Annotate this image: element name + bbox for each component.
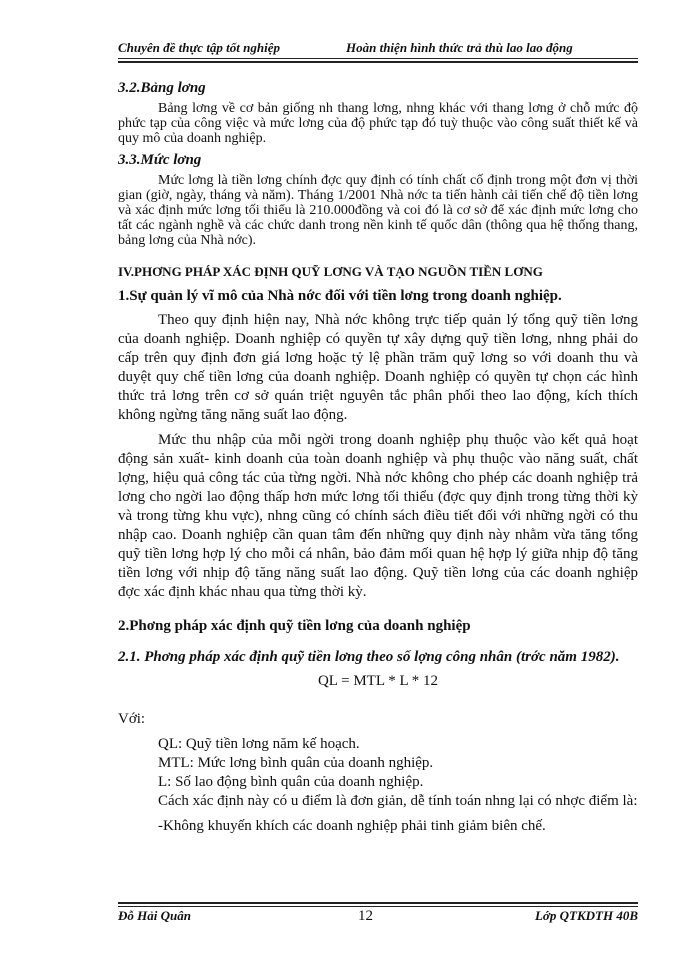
heading-3-3: 3.3.Mức lơng (118, 152, 202, 168)
paragraph-3-2: Bảng lơng về cơ bản giống nh thang lơng, nhng khác với thang lơng ở chỗ mức độ phức tạp của công việc và mức lơng của độ phức tạp đó tuỳ thuộc vào công suất thiết kế và quy mô của doanh nghiệp. (118, 101, 638, 146)
paragraph-1a: Theo quy định hiện nay, Nhà nớc không trực tiếp quản lý tổng quỹ tiền lơng của doanh nghiệp. Doanh nghiệp có quyền tự xây dựng quỹ tiền lơng, nhng phải do cấp trên quy định đơn giá lơng hoặc tỷ lệ phần trăm quỹ lơng so với doanh thu và duyệt quy chế tiền lơng của doanh nghiệp. Doanh nghiệp có quyền tự chọn các hình thức trả lơng trên cơ sở quán triệt nguyên tắc phân phối theo lao động, kích thích không ngừng tăng năng suất lao động. (118, 312, 638, 423)
definition-mtl: MTL: Mức lơng bình quân của doanh nghiệp. (158, 755, 434, 771)
paragraph-method-note: Cách xác định này có u điểm là đơn giản, dễ tính toán nhng lại có nhợc điểm là: (158, 793, 638, 809)
definition-ql: QL: Quỹ tiền lơng năm kế hoạch. (158, 736, 360, 752)
running-footer (118, 908, 638, 928)
footer-rule-thick (118, 902, 638, 904)
definition-l: L: Số lao động bình quân của doanh nghiệp. (158, 774, 424, 790)
paragraph-1b: Mức thu nhập của mỗi ngời trong doanh nghiệp phụ thuộc vào kết quả hoạt động sản xuất- kinh doanh của toàn doanh nghiệp và phụ thuộc vào năng suất, chất lợng, hiệu quả công tác của từng ngời. Nhà nớc không cho phép các doanh nghiệp trả lơng cho ngời lao động thấp hơn mức lơng tối thiểu (đợc quy định trong từng thời kỳ và trong từng khu vực), nhng cũng có chính sách điều tiết đối với những ngời có thu nhập cao. Doanh nghiệp cần quan tâm đến những quy định này nhằm vừa tăng tổng quỹ tiền lơng hợp lý cho mỗi cá nhân, bảo đảm mối quan hệ hợp lý giữa nhịp độ tăng tiền lơng với nhịp độ tăng năng suất lao động. Quỹ tiền lơng của các doanh nghiệp đợc xác định khác nhau qua từng thời kỳ. (118, 432, 638, 600)
header-rule-thick (118, 61, 638, 63)
header-left: Chuyên đề thực tập tốt nghiệp (118, 40, 280, 55)
heading-2-1: 2.1. Phơng pháp xác định quỹ tiền lơng theo số lợng công nhân (trớc năm 1982). (118, 649, 620, 665)
heading-section-iv: IV.PHƠNG PHÁP XÁC ĐỊNH QUỸ LƠNG VÀ TẠO NGUỒN TIỀN LƠNG (118, 264, 543, 279)
page-body (118, 76, 638, 836)
footer-class: Lớp QTKDTH 40B (534, 908, 638, 923)
header-rule-thin (118, 58, 638, 59)
running-header (118, 38, 638, 58)
formula: QL = MTL * L * 12 (317, 673, 439, 689)
with-label: Với: (118, 711, 146, 727)
paragraph-drawback: -Không khuyến khích các doanh nghiệp phải tinh giảm biên chế. (158, 818, 546, 834)
paragraph-3-3: Mức lơng là tiền lơng chính đợc quy định có tính chất cố định trong một đơn vị thời gian (giờ, ngày, tháng và năm). Tháng 1/2001 Nhà nớc ta tiến hành cải tiến chế độ tiền lơng và xác định mức lơng tối thiểu là 210.000đồng và coi đó là cơ sở để xác định mức lơng cho tất các ngành nghề và các chức danh trong nền kinh tế quốc dân (thông qua hệ thống thang, bảng lơng của Nhà nớc). (118, 173, 638, 248)
heading-2: 2.Phơng pháp xác định quỹ tiền lơng của doanh nghiệp (118, 618, 471, 634)
footer-rule-thin (118, 906, 638, 907)
header-right: Hoàn thiện hình thức trả thù lao lao động (346, 40, 573, 55)
page-number: 12 (358, 908, 373, 924)
footer-author: Đỗ Hải Quân (118, 908, 191, 923)
heading-1: 1.Sự quản lý vĩ mô của Nhà nớc đối với tiền lơng trong doanh nghiệp. (118, 288, 562, 304)
heading-3-2: 3.2.Bảng lơng (118, 80, 206, 96)
